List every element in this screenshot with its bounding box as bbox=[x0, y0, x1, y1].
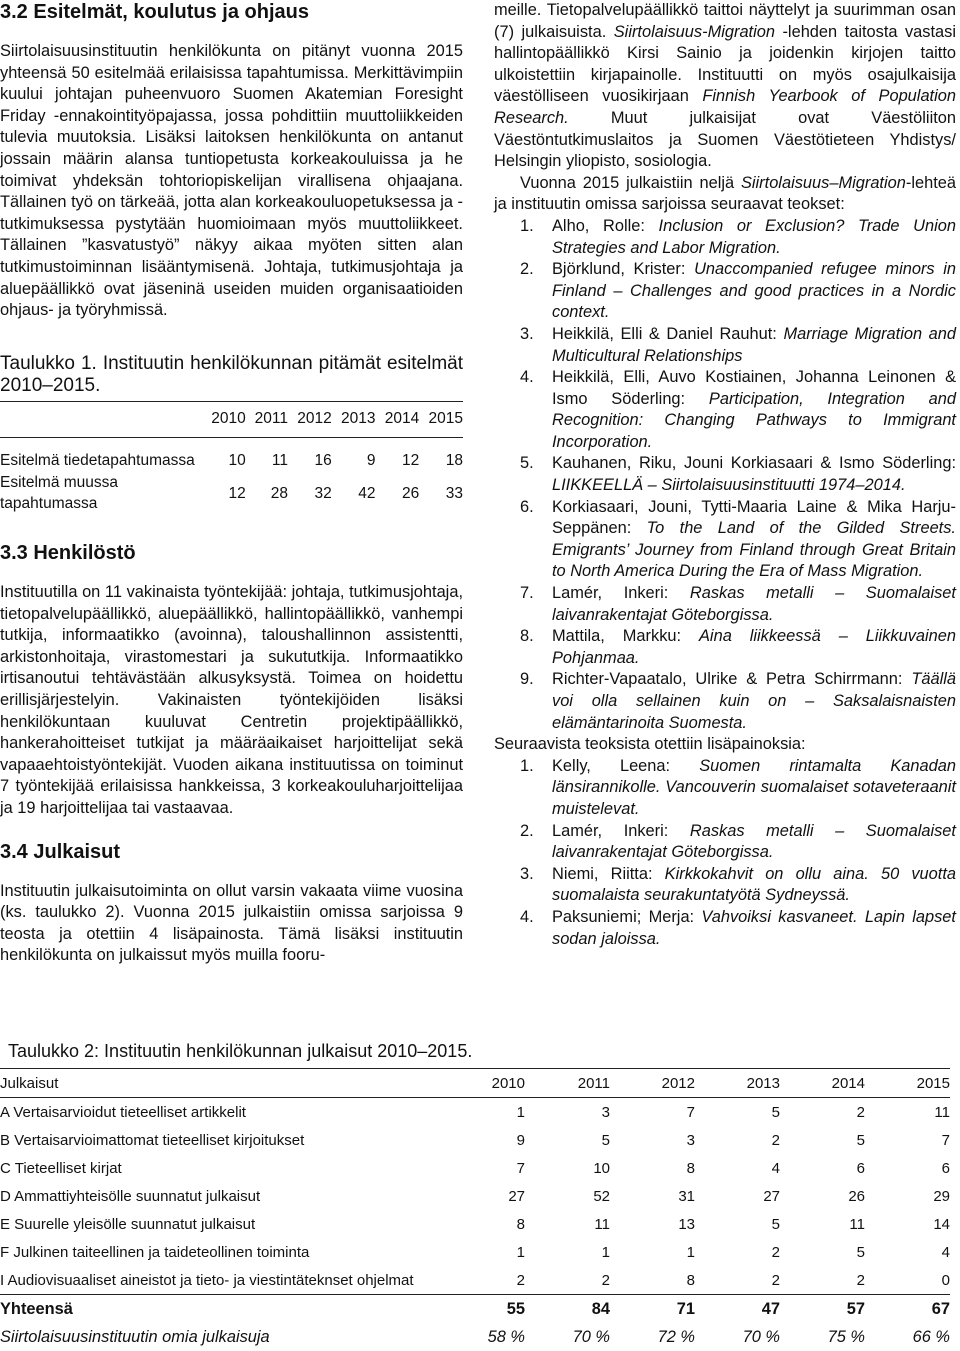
list-title: Täällä voi olla sellainen kuin on – Saksalaisnaisten elämäntarinoita Suomesta. bbox=[552, 670, 956, 732]
list-item bbox=[494, 324, 956, 367]
list-author: Heikkilä, Elli & Daniel Rauhut: bbox=[552, 324, 784, 343]
table2-cell: 7 bbox=[686, 1103, 695, 1121]
table2-cell: I Audiovisuaaliset aineistot ja tieto- ja viestintäteknset ohjelmat bbox=[0, 1271, 414, 1289]
table-row bbox=[0, 1266, 950, 1295]
table1-cell: 32 bbox=[314, 484, 332, 502]
table2-header: Julkaisut bbox=[0, 1074, 59, 1092]
table2-cell: Siirtolaisuusinstituutin omia julkaisuja bbox=[0, 1327, 270, 1346]
list-number: 3. bbox=[520, 324, 534, 343]
table1-cell: 16 bbox=[314, 452, 332, 470]
table2-cell: 11 bbox=[934, 1103, 950, 1121]
table2-cell: A Vertaisarvioidut tieteelliset artikkelit bbox=[0, 1103, 246, 1121]
list-item bbox=[494, 367, 956, 453]
table2-cell: 3 bbox=[601, 1103, 610, 1121]
table2-cell: 5 bbox=[771, 1215, 780, 1233]
table1-year: 2015 bbox=[428, 410, 463, 428]
right-column bbox=[494, 0, 956, 950]
list-title: Kirkkokahvit on ollu aina. 50 vuotta suomalaista seurakuntatyötä Sydneyssä. bbox=[552, 864, 957, 905]
table2-header-row bbox=[0, 1069, 950, 1098]
reprint-list bbox=[494, 756, 956, 950]
table2-header: 2010 bbox=[491, 1074, 525, 1092]
table2-cell: 6 bbox=[941, 1159, 950, 1177]
table2-cell: 5 bbox=[601, 1131, 610, 1149]
table2-cell: 5 bbox=[856, 1243, 865, 1261]
list-number: 2. bbox=[520, 260, 534, 279]
table2-cell: 1 bbox=[686, 1243, 695, 1261]
table1-caption: Taulukko 1. Instituutin henkilökunnan pitämät esitelmät 2010–2015. bbox=[0, 352, 463, 396]
table2-cell: 52 bbox=[593, 1187, 610, 1205]
list-author: Kauhanen, Riku, Jouni Korkiasaari & Ismo Söderling: bbox=[552, 454, 956, 473]
table2-cell: 1 bbox=[516, 1103, 525, 1121]
list-author: Paksuniemi; Merja: bbox=[552, 907, 702, 926]
list-title: Vahvoiksi kasvaneet. Lapin lapset sodan jaloissa. bbox=[552, 907, 956, 948]
list-author: Björklund, Krister: bbox=[552, 260, 695, 279]
text-run: Muut julkaisijat ovat Väestöliiton Väestöntutkimuslaitos ja Suomen Väestötieteen Yhdistys/ Helsingin yliopisto, sosiologia. bbox=[494, 108, 956, 171]
list-number: 3. bbox=[520, 864, 534, 883]
table2-cell: 27 bbox=[508, 1187, 525, 1205]
paragraph-esitelmat: Siirtolaisuusinstituutin henkilökunta on pitänyt vuonna 2015 yhteensä 50 esitelmää erilaisissa tapahtumissa. Merkittävimpiin kuului johtajan puheenvuoro Suomen Akatemian Foresight Friday -ennakointityöpajassa, jossa pohdittiin muuttoliikkeiden tulevia muutoksia. Lisäksi laitoksen henkilökunta on antanut jossain määrin alansa tuntiopetusta korkeakouluissa ja he toimivat yhdeksän tohtoriopiskelijan virallisena ohjaajana. Tällainen työ on tärkeää, jotta alan korkeakouluopetuksessa ja -tutkimuksessa pystytään huomioimaan myös muuttoliikkeet. Tällainen ”kasvatustyö” näkyy aikaa myöten sitten alan tutkimustoiminnan lisääntymisenä. Johtaja, tutkimusjohtaja ja aluepäällikkö ovat jäseninä useiden muiden organisaatioiden ohjaus- ja työryhmissä. bbox=[0, 42, 463, 320]
table2-cell: B Vertaisarvioimattomat tieteelliset kirjoitukset bbox=[0, 1131, 305, 1149]
table2-cell: 9 bbox=[516, 1131, 525, 1149]
list-title: Raskas metalli – Suomalaiset laivanrakentajat Göteborgissa. bbox=[552, 821, 956, 862]
table2-cell: 13 bbox=[678, 1215, 695, 1233]
table1-cell: 11 bbox=[271, 452, 289, 470]
table1 bbox=[0, 401, 463, 515]
paragraph-julkaisut: Instituutin julkaisutoiminta on ollut varsin vakaata viime vuosina (ks. taulukko 2). Vuonna 2015 julkaistiin omissa sarjoissa 9 teosta ja otettiin 4 lisäpainosta. Tämä lisäksi instituutin henkilökunta on julkaissut myös muilla fooru- bbox=[0, 881, 463, 965]
table1-cell: 26 bbox=[401, 484, 420, 502]
list-title: Marriage Migration and Multicultural Relationships bbox=[552, 324, 957, 365]
list-title: To the Land of the Gilded Streets. Emigrants’ Journey from Finland through Great Britain to North America During the Era of Mass Migration. bbox=[552, 519, 956, 581]
table-row bbox=[0, 1154, 950, 1182]
table2-cell: 2 bbox=[856, 1103, 865, 1121]
table2 bbox=[0, 1068, 950, 1351]
table2-cell: F Julkinen taiteellinen ja taideteollinen toiminta bbox=[0, 1243, 310, 1261]
table1-cell: 12 bbox=[401, 452, 420, 470]
table1-cell: 10 bbox=[228, 452, 246, 470]
table1-cell: 18 bbox=[445, 452, 463, 470]
table1-cell: 42 bbox=[358, 484, 376, 502]
table2-cell: 11 bbox=[594, 1215, 610, 1233]
list-title: Raskas metalli – Suomalaiset laivanrakentajat Göteborgissa. bbox=[552, 584, 956, 624]
section-heading-3-4: 3.4 Julkaisut bbox=[0, 840, 121, 863]
left-column bbox=[0, 0, 463, 967]
table-row bbox=[0, 438, 463, 472]
table1-year: 2010 bbox=[211, 410, 246, 428]
table2-cell: 2 bbox=[601, 1271, 610, 1289]
table2-cell: 5 bbox=[771, 1103, 780, 1121]
list-title: Unaccompanied refugee minors in Finland – Challenges and good practices in a Nordic context. bbox=[552, 260, 957, 322]
table-row bbox=[0, 1238, 950, 1266]
yearbook-title: Finnish Yearbook of Population Research. bbox=[494, 87, 956, 127]
table2-cell: 47 bbox=[761, 1299, 780, 1318]
table2-header: 2014 bbox=[831, 1074, 865, 1092]
list-author: Korkiasaari, Jouni, Tytti-Maaria Laine & Mika Harju-Seppänen: bbox=[552, 497, 956, 538]
table2-cell: 26 bbox=[848, 1187, 865, 1205]
table2-cell: 5 bbox=[856, 1131, 865, 1149]
table2-cell: 11 bbox=[849, 1215, 865, 1233]
table2-cell: D Ammattiyhteisölle suunnatut julkaisut bbox=[0, 1187, 261, 1205]
list-author: Kelly, Leena: bbox=[552, 756, 700, 775]
list-item bbox=[494, 669, 956, 734]
list-item bbox=[494, 626, 956, 669]
table-row bbox=[0, 472, 463, 515]
text-run: -lehden taitosta vastasi hallintopäällikkö Kirsi Sainio ja joidenkin kirjojen taitto ulkoistettiin kirjapainolle. Instituutti on myös osajulkaisija väestölliseen vuosikirjaan bbox=[494, 22, 956, 106]
list-item bbox=[494, 497, 956, 583]
table2-cell: 7 bbox=[516, 1159, 525, 1177]
table2-cell: 27 bbox=[763, 1187, 780, 1205]
table2-total-row bbox=[0, 1295, 950, 1324]
text-run: -lehteä ja instituutin omissa sarjoissa seuraavat teokset: bbox=[494, 173, 956, 214]
list-item bbox=[494, 216, 956, 259]
list-item bbox=[494, 583, 956, 626]
table2-cell: 66 % bbox=[912, 1327, 950, 1346]
table2-cell: 2 bbox=[771, 1271, 780, 1289]
table1-cell: 12 bbox=[228, 484, 246, 502]
table1-year: 2011 bbox=[254, 410, 289, 428]
table2-cell: 71 bbox=[676, 1299, 695, 1318]
table2-cell: 8 bbox=[686, 1159, 695, 1177]
table2-header: 2015 bbox=[916, 1074, 950, 1092]
list-item bbox=[494, 864, 956, 907]
list-title: Inclusion or Exclusion? Trade Union Strategies and Labor Migration. bbox=[552, 216, 957, 257]
list-author: Mattila, Markku: bbox=[552, 627, 699, 646]
table1-cell: 28 bbox=[270, 484, 289, 502]
list-item bbox=[494, 821, 956, 864]
table2-cell: E Suurelle yleisölle suunnatut julkaisut bbox=[0, 1215, 256, 1233]
table2-cell: 29 bbox=[933, 1187, 950, 1205]
list-number: 9. bbox=[520, 670, 534, 689]
table2-cell: 1 bbox=[601, 1243, 610, 1261]
list-title: Participation, Integration and Recognition: Changing Pathways to Immigrant Incorporation. bbox=[552, 389, 956, 451]
table2-cell: C Tieteelliset kirjat bbox=[0, 1159, 122, 1177]
table-row bbox=[0, 1182, 950, 1210]
list-author: Heikkilä, Elli, Auvo Kostiainen, Johanna Leinonen & Ismo Söderling: bbox=[552, 368, 956, 408]
table-row bbox=[0, 1210, 950, 1238]
list-number: 7. bbox=[520, 584, 534, 603]
table1-year: 2014 bbox=[384, 410, 420, 428]
paragraph-henkilosto: Instituutilla on 11 vakinaista työntekijää: johtaja, tutkimusjohtaja, tietopalvelupäällikkö, aluepäällikkö, hallintopäällikkö, vanhempi tutkija, informaatikko (avoinna), taloushallinnon assistentti, arkistonhoitaja, virastomestari ja sukututkija. Informaatikko irtisanoutui tehtävästään alkusyksystä. Toimea on hoidettu erillisjärjestelyin. Vakinaisten työntekijöiden lisäksi henkilökuntaan kuuluvat Centretin projektipäällikkö, hankerahoitteiset tutkijat ja määräaikaiset harjoittelijat sekä vapaaehtoistyöntekijät. Vuoden aikana instituutissa on toiminut 7 työntekijää erilaisissa hankkeissa, 3 korkeakouluharjoittelijaa ja 19 harjoittelijaa tai vastaavaa. bbox=[0, 583, 463, 817]
list-number: 6. bbox=[520, 497, 534, 516]
table2-cell: 70 % bbox=[572, 1327, 610, 1346]
table2-cell: 1 bbox=[516, 1243, 525, 1261]
list-author: Alho, Rolle: bbox=[552, 216, 659, 235]
list-number: 4. bbox=[520, 368, 534, 387]
table2-body bbox=[0, 1098, 950, 1295]
paragraph-reprints: Seuraavista teoksista otettiin lisäpainoksia: bbox=[494, 735, 806, 754]
publication-list bbox=[494, 216, 956, 734]
text-run: Vuonna 2015 julkaistiin neljä bbox=[520, 173, 741, 192]
table2-cell: 84 bbox=[591, 1299, 610, 1318]
table1-row-label: Esitelmä tiedetapahtumassa bbox=[0, 452, 195, 470]
table2-cell: 70 % bbox=[742, 1327, 780, 1346]
list-title: Aina liikkeessä – Liikkuvainen Pohjanmaa. bbox=[552, 627, 956, 667]
list-item bbox=[494, 453, 956, 496]
section-heading-3-2: 3.2 Esitelmät, koulutus ja ohjaus bbox=[0, 1, 309, 23]
list-title: LIIKKEELLÄ – Siirtolaisuusinstituutti 1974–2014. bbox=[552, 476, 906, 495]
table2-cell: 14 bbox=[933, 1215, 950, 1233]
table2-cell: 58 % bbox=[487, 1327, 525, 1346]
list-item bbox=[494, 756, 956, 821]
list-number: 5. bbox=[520, 454, 534, 473]
table2-cell: 72 % bbox=[657, 1327, 695, 1346]
list-item bbox=[494, 907, 956, 950]
table2-cell: 0 bbox=[941, 1271, 950, 1289]
list-number: 8. bbox=[520, 627, 534, 646]
table2-header: 2011 bbox=[577, 1074, 610, 1092]
table1-year: 2012 bbox=[297, 410, 332, 428]
text-run: meille. Tietopalvelupäällikkö taittoi näyttelyt ja suurimman osan (7) julkaisuista. bbox=[494, 1, 956, 41]
table2-cell: 2 bbox=[771, 1131, 780, 1149]
table2-cell: 55 bbox=[506, 1299, 525, 1318]
table2-section bbox=[0, 1040, 954, 1351]
table2-cell: 10 bbox=[593, 1159, 610, 1177]
list-author: Lamér, Inkeri: bbox=[552, 584, 690, 603]
table2-cell: 4 bbox=[941, 1243, 950, 1261]
list-title: Suomen rintamalta Kanadan länsirannikolle. Vancouverin suomalaiset sotaveteraanit muistelevat. bbox=[552, 756, 957, 818]
paragraph-julkaisut-cont bbox=[494, 0, 956, 173]
list-number: 4. bbox=[520, 907, 534, 926]
table2-cell: 7 bbox=[941, 1131, 950, 1149]
table2-header: 2012 bbox=[661, 1074, 695, 1092]
table-row bbox=[0, 1098, 950, 1127]
table2-cell: 2 bbox=[856, 1271, 865, 1289]
table1-header-row bbox=[0, 401, 463, 437]
table2-cell: 4 bbox=[771, 1159, 780, 1177]
table1-row-label: Esitelmä muussa tapahtumassa bbox=[0, 473, 119, 513]
list-author: Lamér, Inkeri: bbox=[552, 821, 690, 840]
table2-cell: 57 bbox=[846, 1299, 865, 1318]
table2-cell: 75 % bbox=[827, 1327, 865, 1346]
list-number: 1. bbox=[520, 216, 534, 235]
table2-own-row bbox=[0, 1323, 950, 1351]
table2-cell: 8 bbox=[686, 1271, 695, 1289]
table2-cell: 31 bbox=[678, 1187, 695, 1205]
table2-header: 2013 bbox=[746, 1074, 780, 1092]
table1-year: 2013 bbox=[341, 410, 376, 428]
table2-cell: 8 bbox=[516, 1215, 525, 1233]
table2-caption: Taulukko 2: Instituutin henkilökunnan julkaisut 2010–2015. bbox=[8, 1041, 473, 1061]
journal-title: Siirtolaisuus–Migration bbox=[740, 173, 906, 192]
table2-cell: 2 bbox=[516, 1271, 525, 1289]
list-item bbox=[494, 259, 956, 324]
table2-cell: 67 bbox=[931, 1299, 950, 1318]
paragraph-published-2015 bbox=[494, 173, 956, 216]
journal-title: Siirtolaisuus-Migration bbox=[613, 22, 775, 41]
table2-cell: Yhteensä bbox=[0, 1299, 73, 1318]
table1-cell: 9 bbox=[366, 452, 376, 470]
table2-cell: 3 bbox=[686, 1131, 695, 1149]
section-heading-3-3: 3.3 Henkilöstö bbox=[0, 542, 136, 564]
list-number: 1. bbox=[520, 756, 534, 775]
table-row bbox=[0, 1126, 950, 1154]
list-author: Niemi, Riitta: bbox=[552, 864, 665, 883]
list-number: 2. bbox=[520, 821, 534, 840]
table2-cell: 6 bbox=[856, 1159, 865, 1177]
table2-cell: 2 bbox=[771, 1243, 780, 1261]
table1-cell: 33 bbox=[445, 484, 463, 502]
list-author: Richter-Vapaatalo, Ulrike & Petra Schirrmann: bbox=[552, 670, 912, 689]
